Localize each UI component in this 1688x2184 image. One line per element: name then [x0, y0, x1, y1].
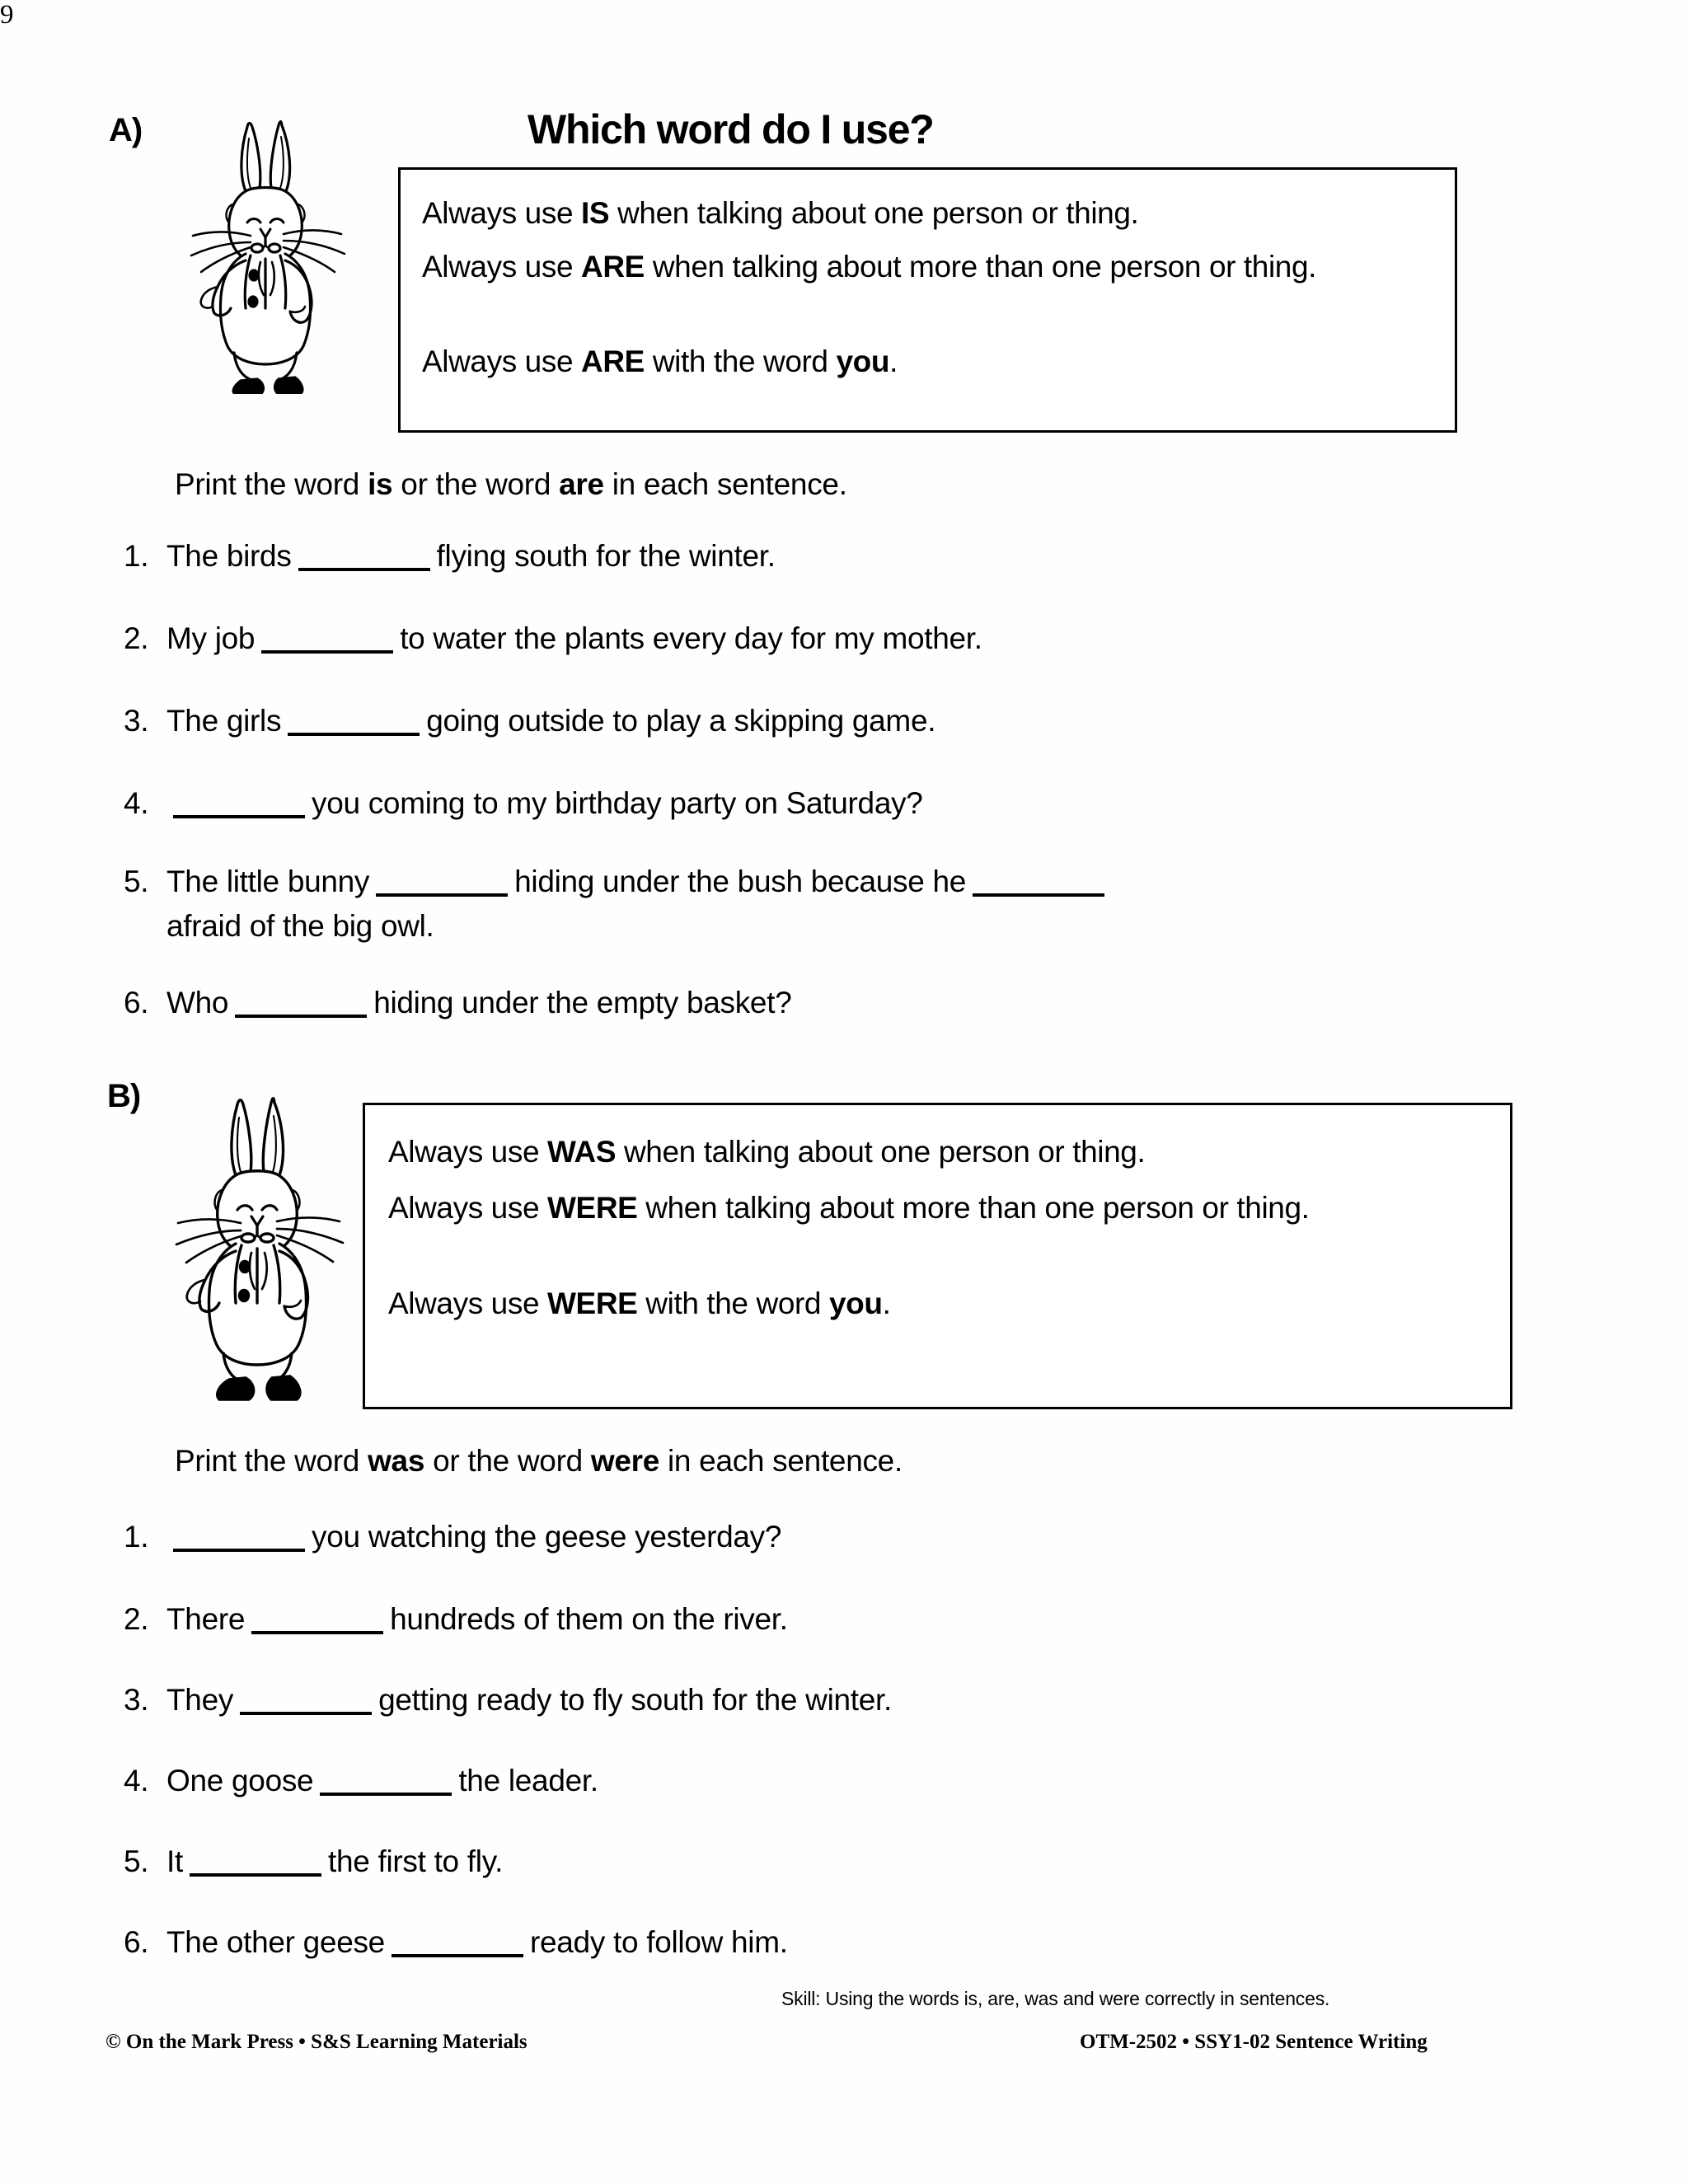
question-after: hundreds of them on the river.	[390, 1602, 788, 1636]
question-text	[166, 534, 776, 579]
rule-suffix: when talking about more than one person or thing.	[644, 250, 1317, 284]
rule-prefix: Always use	[388, 1135, 548, 1169]
question-a-2	[124, 616, 982, 661]
question-number: 3.	[124, 1683, 149, 1717]
question-b-2	[124, 1597, 788, 1642]
question-mid: hiding under the bush because he	[514, 865, 967, 898]
question-text	[166, 981, 791, 1025]
question-before: The other geese	[166, 1925, 385, 1959]
rule-suffix: when talking about one person or thing.	[609, 196, 1139, 230]
question-b-6	[124, 1920, 788, 1965]
rule-keyword-you: you	[828, 1286, 883, 1320]
rule-prefix: Always use	[388, 1191, 548, 1225]
question-a-1	[124, 534, 776, 579]
question-number: 3.	[124, 704, 149, 738]
question-text	[166, 1678, 892, 1722]
question-number: 2.	[124, 621, 149, 655]
section-a-label: A)	[109, 112, 143, 148]
question-before: There	[166, 1602, 246, 1636]
question-text	[166, 1597, 788, 1642]
rule-suffix-end: .	[889, 344, 898, 378]
answer-blank[interactable]	[173, 790, 305, 818]
question-number: 6.	[124, 1925, 149, 1959]
question-after: flying south for the winter.	[436, 539, 776, 573]
rule-box-section-a	[398, 167, 1457, 433]
question-after: getting ready to fly south for the winter.	[378, 1683, 892, 1717]
question-before: It	[166, 1844, 183, 1878]
answer-blank[interactable]	[320, 1768, 452, 1796]
question-number: 5.	[124, 1844, 149, 1878]
instruction-prefix: Print the word	[175, 1444, 368, 1478]
question-text	[166, 699, 935, 743]
question-number: 1.	[124, 1520, 149, 1554]
section-b-label: B)	[107, 1078, 141, 1114]
question-after: you coming to my birthday party on Saturday?	[312, 786, 923, 820]
rule-line-is	[422, 193, 1436, 234]
question-before: They	[166, 1683, 234, 1717]
answer-blank[interactable]	[235, 990, 367, 1018]
question-b-4	[124, 1759, 598, 1803]
answer-blank[interactable]	[261, 626, 393, 654]
instruction-prefix: Print the word	[175, 467, 368, 501]
footer-skill-note: Skill: Using the words is, are, was and were correctly in sentences.	[781, 1988, 1330, 2009]
rabbit-illustration-a	[175, 105, 364, 394]
rule-prefix: Always use	[422, 344, 582, 378]
question-after: to water the plants every day for my mother.	[400, 621, 982, 655]
footer-product-code: OTM-2502 • SSY1-02 Sentence Writing	[1080, 2031, 1428, 2053]
question-before: Who	[166, 986, 229, 1019]
question-b-3	[124, 1678, 892, 1722]
instruction-middle: or the word	[424, 1444, 591, 1478]
question-after: the first to fly.	[327, 1844, 504, 1878]
instruction-suffix: in each sentence.	[603, 467, 847, 501]
rule-box-section-b	[363, 1103, 1512, 1409]
question-text	[166, 860, 1111, 949]
rule-keyword: WAS	[547, 1135, 617, 1169]
rule-keyword-you: you	[836, 344, 890, 378]
rule-line-was	[388, 1132, 1484, 1173]
rule-suffix: when talking about one person or thing.	[616, 1135, 1146, 1169]
print-instruction-a	[175, 467, 847, 502]
rule-suffix-end: .	[882, 1286, 891, 1320]
rule-keyword: IS	[581, 196, 610, 230]
question-text	[166, 1920, 788, 1965]
print-instruction-b	[175, 1444, 903, 1479]
question-number: 4.	[124, 1764, 149, 1797]
rule-prefix: Always use	[422, 196, 582, 230]
question-b-1	[124, 1515, 781, 1559]
question-after: ready to follow him.	[529, 1925, 788, 1959]
question-a-5	[124, 860, 1607, 949]
rule-keyword: ARE	[581, 250, 645, 284]
footer-copyright: © On the Mark Press • S&S Learning Materials	[106, 2031, 528, 2053]
rule-line-are-plural	[422, 246, 1436, 288]
rule-suffix: with the word	[637, 1286, 829, 1320]
question-number: 6.	[124, 986, 149, 1019]
question-number: 5.	[124, 865, 149, 898]
question-a-6	[124, 981, 791, 1025]
rule-prefix: Always use	[422, 250, 582, 284]
question-number: 2.	[124, 1602, 149, 1636]
question-after: the leader.	[458, 1764, 598, 1797]
instruction-word-are: are	[559, 467, 604, 501]
question-after: afraid of the big owl.	[166, 909, 434, 943]
answer-blank[interactable]	[240, 1687, 372, 1715]
answer-blank[interactable]	[298, 543, 430, 571]
instruction-word-was: was	[368, 1444, 425, 1478]
answer-blank-2[interactable]	[973, 869, 1104, 897]
answer-blank[interactable]	[190, 1849, 321, 1877]
question-number: 1.	[124, 539, 149, 573]
rule-keyword: WERE	[547, 1191, 638, 1225]
question-text	[166, 1515, 781, 1559]
question-b-5	[124, 1840, 503, 1884]
question-before: My job	[166, 621, 256, 655]
question-text	[166, 616, 982, 661]
answer-blank[interactable]	[251, 1606, 383, 1634]
question-before: The little bunny	[166, 865, 370, 898]
instruction-middle: or the word	[392, 467, 560, 501]
question-before: The girls	[166, 704, 282, 738]
question-after: hiding under the empty basket?	[373, 986, 792, 1019]
page-title: Which word do I use?	[528, 106, 934, 152]
rule-suffix: when talking about more than one person or thing.	[637, 1191, 1310, 1225]
rule-line-were-plural	[388, 1188, 1484, 1229]
instruction-word-is: is	[368, 467, 393, 501]
question-a-4	[124, 781, 923, 826]
answer-blank[interactable]	[392, 1929, 523, 1957]
question-before: One goose	[166, 1764, 314, 1797]
question-text	[166, 1759, 598, 1803]
answer-blank[interactable]	[288, 708, 420, 736]
rabbit-illustration-b	[158, 1081, 364, 1403]
rule-line-are-you	[422, 341, 1436, 382]
instruction-word-were: were	[590, 1444, 660, 1478]
question-after: going outside to play a skipping game.	[426, 704, 936, 738]
question-after: you watching the geese yesterday?	[312, 1520, 782, 1554]
question-number: 4.	[124, 786, 149, 820]
instruction-suffix: in each sentence.	[659, 1444, 903, 1478]
rule-keyword: WERE	[547, 1286, 638, 1320]
question-text	[166, 781, 923, 826]
question-before: The birds	[166, 539, 292, 573]
question-a-3	[124, 699, 935, 743]
rule-suffix: with the word	[644, 344, 837, 378]
footer-page-number: 9	[0, 0, 14, 30]
rule-line-were-you	[388, 1283, 1484, 1324]
rule-prefix: Always use	[388, 1286, 548, 1320]
question-text	[166, 1840, 503, 1884]
answer-blank[interactable]	[376, 869, 508, 897]
answer-blank[interactable]	[173, 1524, 305, 1552]
rule-keyword: ARE	[581, 344, 645, 378]
